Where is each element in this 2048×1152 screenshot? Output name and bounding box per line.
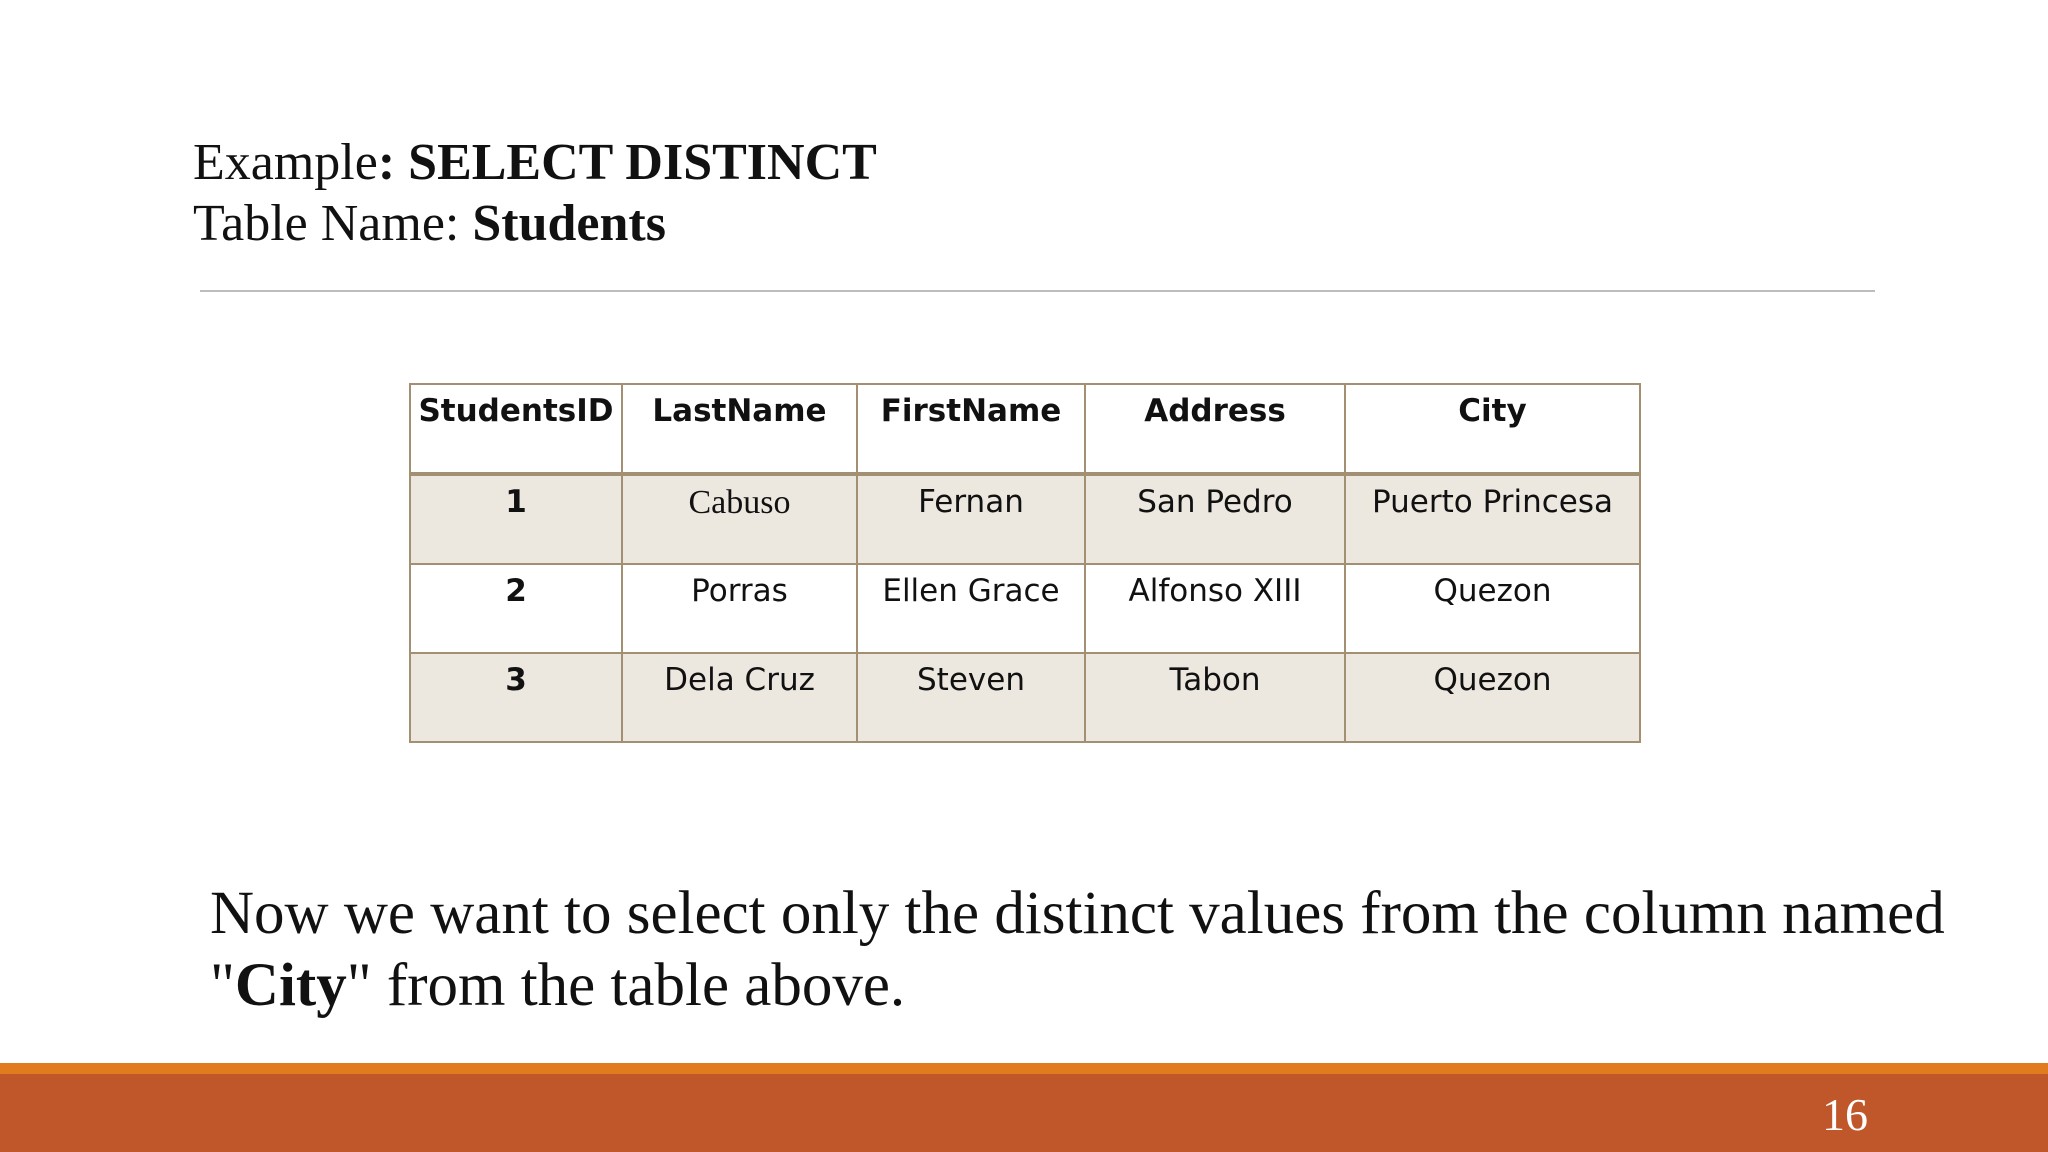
header-address: Address [1085, 384, 1345, 474]
table-header-row [410, 384, 1640, 474]
page-number: 16 [1822, 1089, 1868, 1140]
cell-firstname: Fernan [857, 474, 1085, 564]
header-lastname: LastName [622, 384, 857, 474]
footer-bar [0, 1074, 2048, 1152]
cell-lastname: Dela Cruz [622, 653, 857, 742]
body-text-start: Now we want to select only the distinct values from the column named " [210, 880, 1945, 1019]
table-name-value: Students [472, 195, 666, 252]
cell-studentsid: 3 [410, 653, 622, 742]
students-table [409, 383, 1641, 743]
cell-studentsid: 2 [410, 564, 622, 653]
slide-title [193, 132, 877, 254]
cell-studentsid: 1 [410, 474, 622, 564]
body-paragraph [210, 878, 1960, 1022]
cell-lastname: Porras [622, 564, 857, 653]
header-city: City [1345, 384, 1640, 474]
footer-accent-stripe [0, 1063, 2048, 1074]
table-name-label: Table Name: [193, 195, 473, 252]
title-statement: : SELECT DISTINCT [377, 134, 877, 191]
table-row [410, 653, 1640, 742]
cell-firstname: Steven [857, 653, 1085, 742]
cell-city: Puerto Princesa [1345, 474, 1640, 564]
cell-address: Alfonso XIII [1085, 564, 1345, 653]
cell-city: Quezon [1345, 564, 1640, 653]
cell-firstname: Ellen Grace [857, 564, 1085, 653]
title-line-1 [193, 132, 877, 193]
title-line-2 [193, 193, 877, 254]
cell-city: Quezon [1345, 653, 1640, 742]
body-highlight-city: City [234, 952, 347, 1019]
body-text-end: " from the table above. [346, 952, 906, 1019]
table-row [410, 564, 1640, 653]
title-example-label: Example [193, 134, 378, 191]
header-studentsid: StudentsID [410, 384, 622, 474]
title-divider [200, 290, 1875, 292]
cell-address: San Pedro [1085, 474, 1345, 564]
cell-address: Tabon [1085, 653, 1345, 742]
cell-lastname: Cabuso [622, 474, 857, 564]
header-firstname: FirstName [857, 384, 1085, 474]
table-row [410, 474, 1640, 564]
